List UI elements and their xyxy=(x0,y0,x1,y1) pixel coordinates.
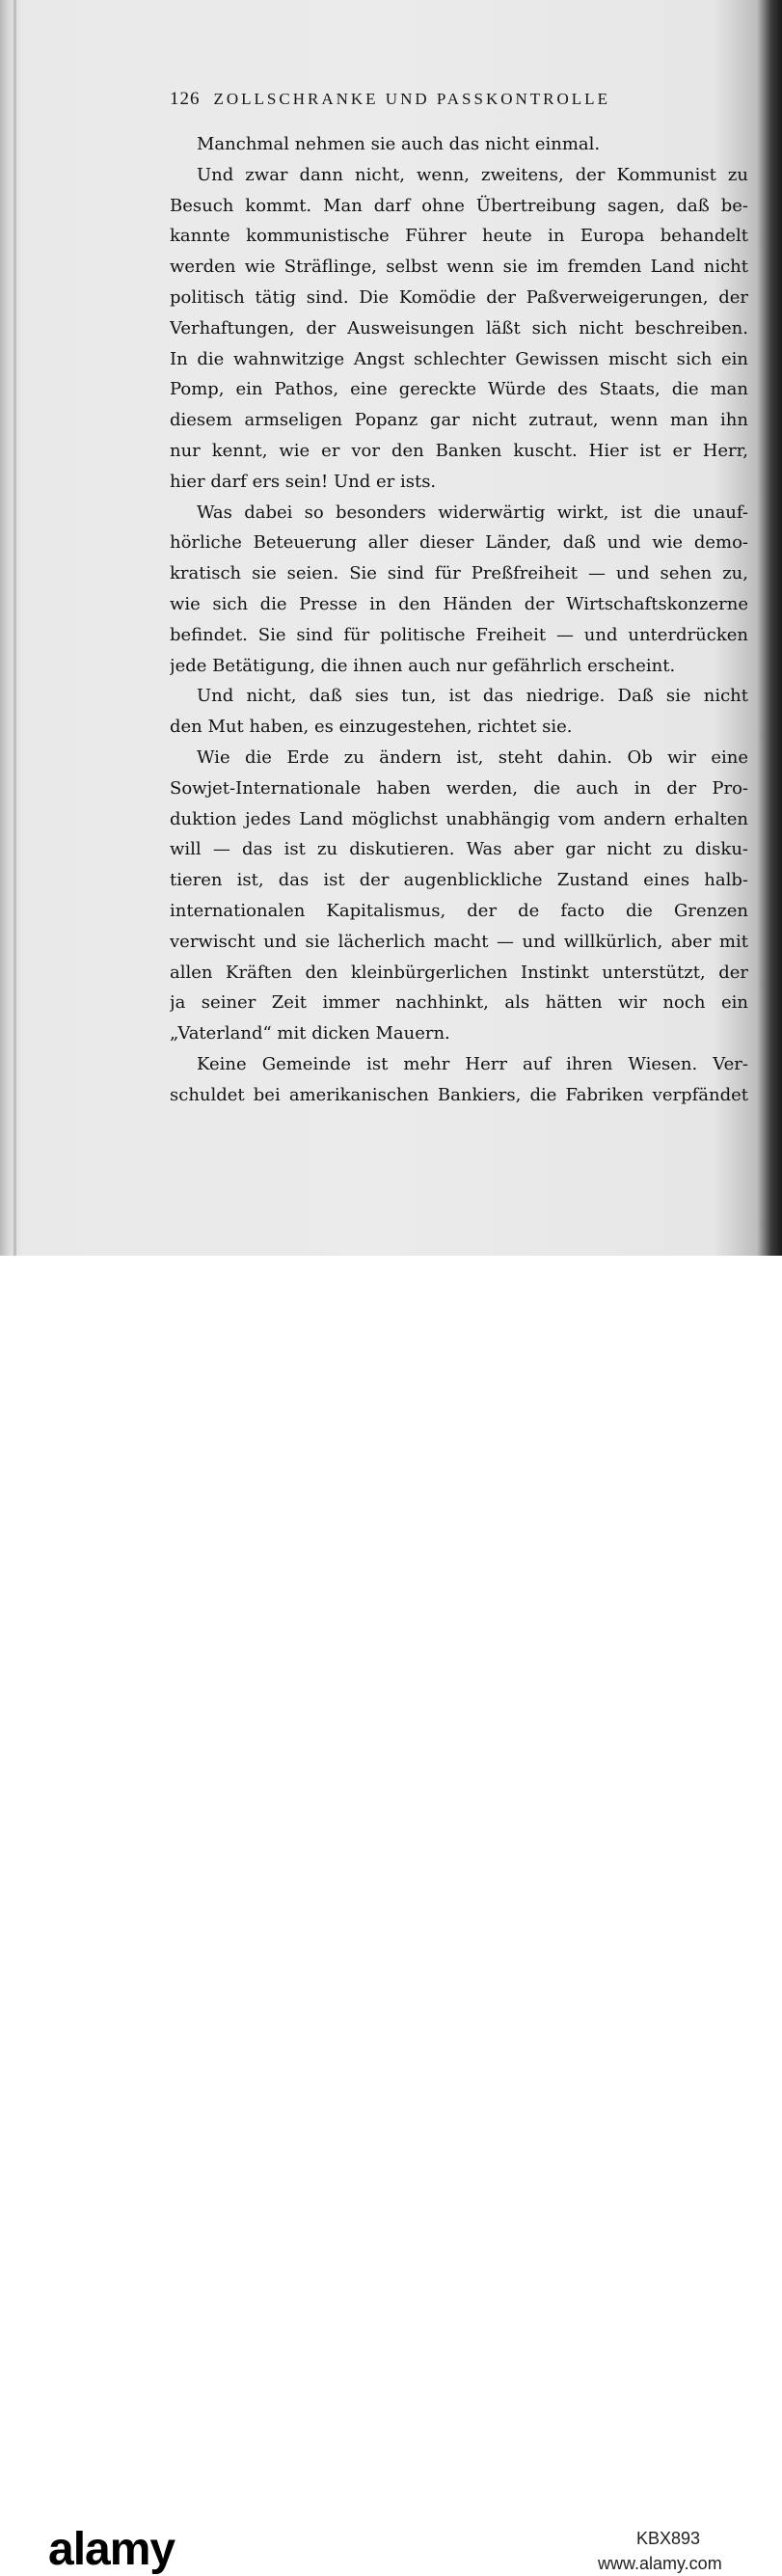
text-line: kannte kommunistische Führer heute in Europa behandelt xyxy=(170,226,748,247)
text-line: hörliche Beteuerung aller dieser Länder, daß und wie demo- xyxy=(170,532,748,554)
text-line: kratisch sie seien. Sie sind für Preßfreiheit — und sehen zu, xyxy=(170,563,748,584)
text-line: nur kennt, wie er vor den Banken kuscht. Hier ist er Herr, xyxy=(170,440,748,461)
page-number: 126 xyxy=(170,89,201,109)
text-line: Sowjet-Internationale haben werden, die auch in der Pro- xyxy=(170,777,748,799)
text-line: Wie die Erde zu ändern ist, steht dahin. Ob wir eine xyxy=(197,746,748,768)
text-line: schuldet bei amerikanischen Bankiers, die Fabriken verpfändet xyxy=(170,1084,748,1105)
text-line: Und zwar dann nicht, wenn, zweitens, der Kommunist zu xyxy=(197,164,748,185)
text-line: duktion jedes Land möglichst unabhängig vom andern erhalten xyxy=(170,808,748,829)
stock-watermark-bar xyxy=(0,1256,782,2575)
running-header xyxy=(170,89,748,114)
text-line: Manchmal nehmen sie auch das nicht einmal. xyxy=(197,134,601,154)
text-line: In die wahnwitzige Angst schlechter Gewissen mischt sich ein xyxy=(170,348,748,369)
text-line: Verhaftungen, der Ausweisungen läßt sich nicht beschreiben. xyxy=(170,317,748,339)
text-line: tieren ist, das ist der augenblickliche Zustand eines halb- xyxy=(170,870,748,891)
text-line: Besuch kommt. Man darf ohne Übertreibung sagen, daß be- xyxy=(170,195,748,216)
text-line: wie sich die Presse in den Händen der Wirtschaftskonzerne xyxy=(170,593,748,614)
text-line: den Mut haben, es einzugestehen, richtet sie. xyxy=(170,717,573,738)
text-line: ja seiner Zeit immer nachhinkt, als hätten wir noch ein xyxy=(170,992,748,1014)
text-line: werden wie Sträflinge, selbst wenn sie im fremden Land nicht xyxy=(170,257,748,278)
text-line: Keine Gemeinde ist mehr Herr auf ihren Wiesen. Ver- xyxy=(197,1053,748,1074)
text-line: hier darf ers sein! Und er ists. xyxy=(170,471,437,492)
text-line: will — das ist zu diskutieren. Was aber gar nicht zu disku- xyxy=(170,839,748,860)
text-line: jede Betätigung, die ihnen auch nur gefährlich erscheint. xyxy=(170,655,676,676)
image-id: KBX893 xyxy=(636,2529,701,2548)
stock-url: www.alamy.com xyxy=(598,2554,722,2573)
text-line: befindet. Sie sind für politische Freiheit — und unterdrücken xyxy=(170,624,748,645)
text-line: Was dabei so besonders widerwärtig wirkt, ist die unauf- xyxy=(197,502,748,523)
text-line: allen Kräften den kleinbürgerlichen Instinkt unterstützt, der xyxy=(170,962,748,983)
text-line: politisch tätig sind. Die Komödie der Paßverweigerungen, der xyxy=(170,286,748,308)
text-line: internationalen Kapitalismus, der de facto die Grenzen xyxy=(170,900,748,921)
body-text xyxy=(170,129,748,1111)
text-line: „Vaterland“ mit dicken Mauern. xyxy=(170,1023,450,1044)
running-title: ZOLLSCHRANKE UND PASSKONTROLLE xyxy=(213,90,610,108)
text-line: verwischt und sie lächerlich macht — und willkürlich, aber mit xyxy=(170,931,748,952)
book-page xyxy=(0,0,782,1256)
alamy-logo: alamy xyxy=(48,2524,175,2575)
page-gutter-shadow xyxy=(13,0,16,1256)
text-line: Und nicht, daß sies tun, ist das niedrige. Daß sie nicht xyxy=(197,686,748,707)
text-line: diesem armseligen Popanz gar nicht zutraut, wenn man ihn xyxy=(170,410,748,431)
text-line: Pomp, ein Pathos, eine gereckte Würde des Staats, die man xyxy=(170,379,748,400)
